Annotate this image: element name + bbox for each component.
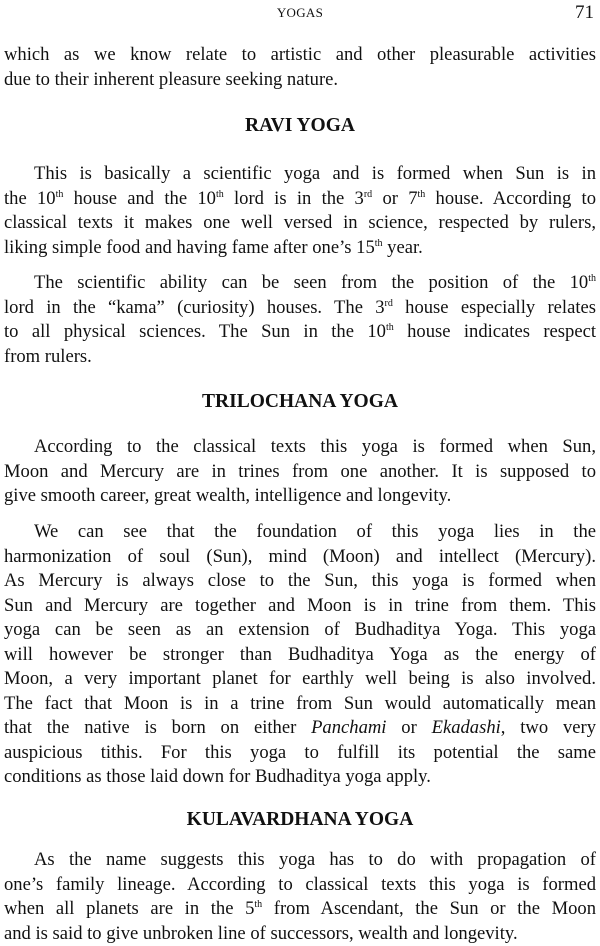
ordinal-suffix: th: [588, 273, 596, 284]
text-run: from Ascendant, the Sun or the Moon: [262, 898, 596, 919]
text-line: [4, 435, 596, 460]
text-run: one’s family lineage. According to classical texts this yoga is formed: [4, 873, 596, 895]
text-line: [4, 345, 596, 370]
italic-term: Ekadashi: [431, 717, 501, 738]
text-run: will however be stronger than Budhaditya Yoga as the energy of: [4, 643, 596, 665]
text-line: [4, 618, 596, 643]
text-line: [4, 320, 596, 345]
page-number: 71: [575, 2, 594, 23]
text-run: As the name suggests this yoga has to do with propagation of: [34, 849, 596, 870]
text-line: [4, 211, 596, 236]
ordinal-suffix: th: [55, 188, 64, 200]
text-run: house and the 10: [63, 187, 216, 209]
section-heading: RAVI YOGA: [245, 115, 355, 136]
text-run: The fact that Moon is in a trine from Sun would automatically mean: [4, 692, 596, 714]
text-run: This is basically a scientific yoga and is formed when Sun is in: [34, 163, 596, 184]
text-run: We can see that the foundation of this yoga lies in the: [34, 521, 596, 542]
text-line: [4, 741, 596, 766]
text-run: lord is in the 3: [223, 187, 364, 209]
text-line: [4, 162, 596, 187]
text-line: [4, 43, 596, 68]
text-line: [4, 922, 596, 946]
text-run: year.: [382, 236, 423, 258]
ordinal-suffix: th: [254, 899, 263, 910]
text-line: [4, 692, 596, 717]
text-run: house especially relates: [392, 296, 596, 318]
text-run: auspicious tithis. For this yoga to fulfill its potential the same: [4, 741, 596, 763]
text-run: and is said to give unbroken line of successors, wealth and longevity.: [4, 922, 518, 944]
text-run: Moon, a very important planet for earthly well being is also involved.: [4, 668, 596, 689]
text-run: give smooth career, great wealth, intelligence and longevity.: [4, 485, 452, 506]
text-line: [4, 765, 596, 790]
text-run: due to their inherent pleasure seeking nature.: [4, 68, 339, 90]
ordinal-suffix: th: [374, 237, 383, 249]
text-run: harmonization of soul (Sun), mind (Moon) and intellect (Mercury).: [4, 545, 596, 567]
running-header: [0, 2, 600, 24]
text-run: to all physical sciences. The Sun in the 10: [4, 321, 386, 342]
text-run: classical texts it makes one well versed in science, respected by rulers,: [4, 212, 596, 233]
text-run: which as we know relate to artistic and other pleasurable activities: [4, 44, 596, 65]
text-line: [4, 594, 596, 619]
text-line: [4, 68, 596, 93]
text-run: that the native is born on either: [4, 717, 312, 738]
paragraph: [4, 520, 596, 790]
text-run: yoga can be seen as an extension of Budhaditya Yoga. This yoga: [4, 619, 596, 640]
text-line: [4, 520, 596, 545]
text-run: house indicates respect: [393, 321, 596, 342]
text-run: lord in the “kama” (curiosity) houses. The 3: [4, 296, 385, 318]
paragraph: [4, 162, 596, 260]
text-run: the 10: [4, 187, 56, 209]
text-line: [4, 545, 596, 570]
text-run: As Mercury is always close to the Sun, this yoga is formed when: [4, 570, 596, 591]
text-line: [4, 848, 596, 873]
text-line: [4, 873, 596, 898]
text-run: The scientific ability can be seen from the position of the 10: [34, 272, 589, 293]
text-line: [4, 897, 596, 922]
text-run: from rulers.: [4, 345, 92, 367]
text-line: [4, 569, 596, 594]
italic-term: Panchami: [311, 717, 387, 738]
ordinal-suffix: th: [417, 188, 426, 200]
text-line: [4, 484, 596, 509]
text-run: Sun and Mercury are together and Moon is in trine from them. This: [4, 594, 596, 616]
ordinal-suffix: rd: [384, 297, 393, 309]
text-line: [4, 643, 596, 668]
text-run: Moon and Mercury are in trines from one another. It is supposed to: [4, 460, 596, 482]
text-run: , two very: [500, 717, 596, 738]
text-line: [4, 236, 596, 261]
text-run: house. According to: [425, 187, 596, 209]
section-heading: TRILOCHANA YOGA: [202, 391, 398, 412]
paragraph: [4, 271, 596, 369]
paragraph: [4, 848, 596, 946]
text-run: liking simple food and having fame after one’s 15: [4, 236, 375, 258]
text-run: According to the classical texts this yoga is formed when Sun,: [34, 436, 596, 457]
paragraph: [4, 43, 596, 92]
ordinal-suffix: th: [215, 188, 224, 200]
text-line: [4, 460, 596, 485]
text-run: conditions as those laid down for Budhaditya yoga apply.: [4, 766, 431, 787]
running-header-title: YOGAS: [276, 5, 324, 20]
ordinal-suffix: rd: [363, 188, 373, 200]
text-run: when all planets are in the 5: [4, 898, 255, 919]
text-line: [4, 187, 596, 212]
text-run: or 7: [372, 187, 418, 209]
text-run: or: [386, 717, 432, 738]
text-line: [4, 667, 596, 692]
ordinal-suffix: th: [385, 322, 394, 333]
text-line: [4, 296, 596, 321]
text-line: [4, 271, 596, 296]
text-line: [4, 716, 596, 741]
paragraph: [4, 435, 596, 509]
section-heading: KULAVARDHANA YOGA: [186, 809, 414, 830]
